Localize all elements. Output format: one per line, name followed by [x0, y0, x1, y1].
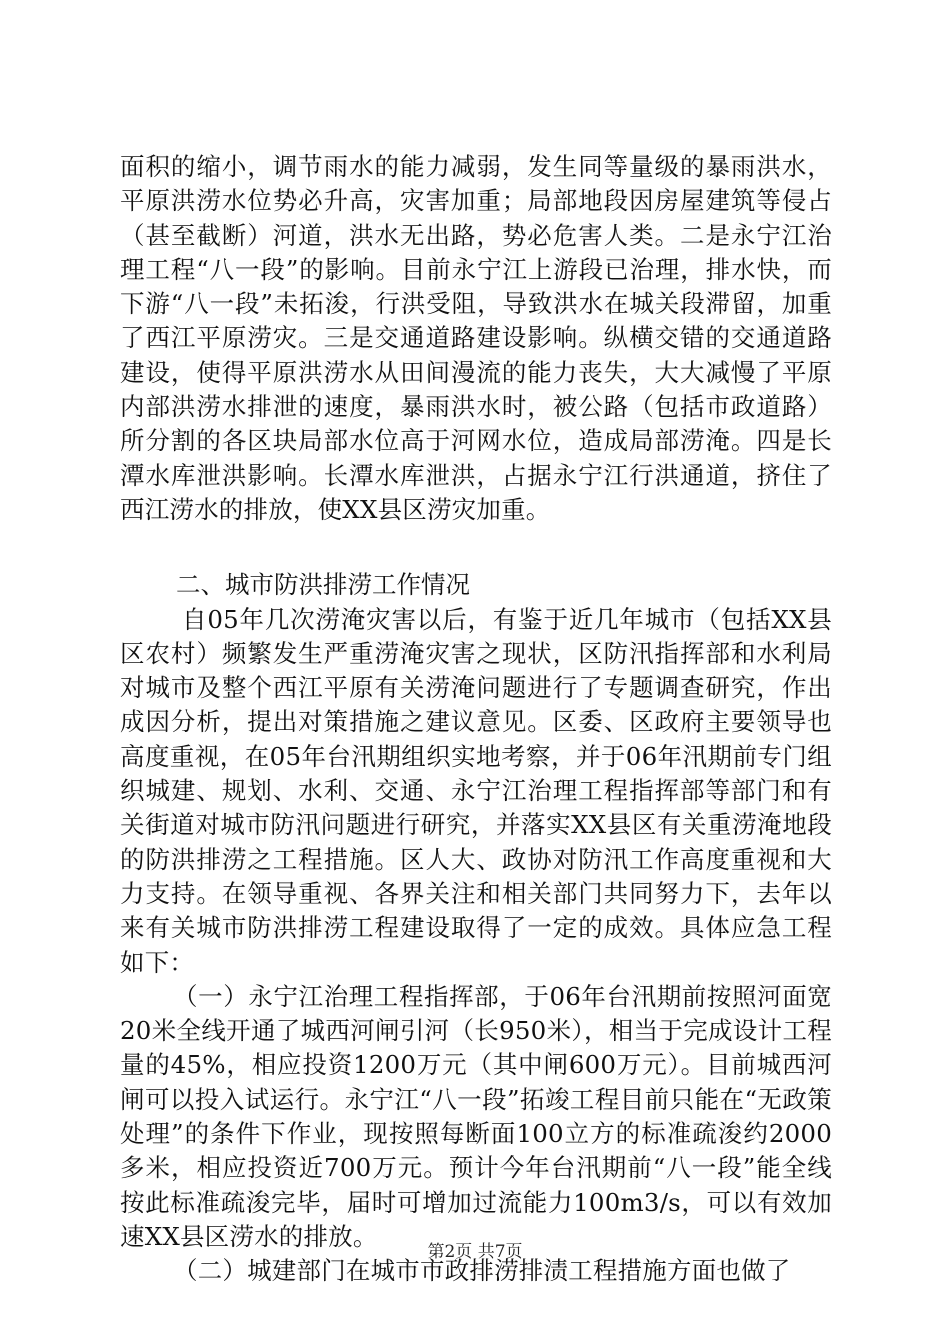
paragraph-item-1: （一）永宁江治理工程指挥部，于06年台汛期前按照河面宽20米全线开通了城西河闸引河（长950米），相当于完成设计工程量的45%，相应投资1200万元（其中闸600万元）。目前城西河闸可以投入试运行。永宁江“八一段”拓竣工程目前只能在“无政策处理”的条件下作业，现按照每断面100立方的标准疏浚约2000多米，相应投资近700万元。预计今年台汛期前“八一段”能全线按此标准疏浚完毕，届时可增加过流能力100m3/s，可以有效加速XX县区涝水的排放。: [120, 981, 832, 1251]
section-heading: 二、城市防洪排涝工作情况: [176, 570, 470, 600]
paragraph-causes: 面积的缩小，调节雨水的能力减弱，发生同等量级的暴雨洪水，平原洪涝水位势必升高，灾害加重；局部地段因房屋建筑等侵占（甚至截断）河道，洪水无出路，势必危害人类。二是永宁江治理工程“八一段”的影响。目前永宁江上游段已治理，排水快，而下游“八一段”未拓浚，行洪受阻，导致洪水在城关段滞留，加重了西江平原涝灾。三是交通道路建设影响。纵横交错的交通道路建设，使得平原洪涝水从田间漫流的能力丧失，大大减慢了平原内部洪涝水排泄的速度，暴雨洪水时，被公路（包括市政道路）所分割的各区块局部水位高于河网水位，造成局部涝淹。四是长潭水库泄洪影响。长潭水库泄洪，占据永宁江行洪通道，挤住了西江涝水的排放，使XX县区涝灾加重。: [120, 152, 832, 524]
page-footer: 第2页 共7页: [427, 1242, 523, 1262]
paragraph-item-2: （二）城建部门在城市市政排涝排渍工程措施方面也做了: [173, 1256, 791, 1286]
paragraph-work-overview: 自05年几次涝淹灾害以后，有鉴于近几年城市（包括XX县区农村）频繁发生严重涝淹灾害之现状，区防汛指挥部和水利局对城市及整个西江平原有关涝淹问题进行了专题调查研究，作出成因分析，提出对策措施之建议意见。区委、区政府主要领导也高度重视，在05年台汛期组织实地考察，并于06年汛期前专门组织城建、规划、水利、交通、永宁江治理工程指挥部等部门和有关街道对城市防汛问题进行研究，并落实XX县区有关重涝淹地段的防洪排涝之工程措施。区人大、政协对防汛工作高度重视和大力支持。在领导重视、各界关注和相关部门共同努力下，去年以来有关城市防洪排涝工程建设取得了一定的成效。具体应急工程如下：: [120, 604, 832, 977]
document-body: [120, 150, 832, 1289]
